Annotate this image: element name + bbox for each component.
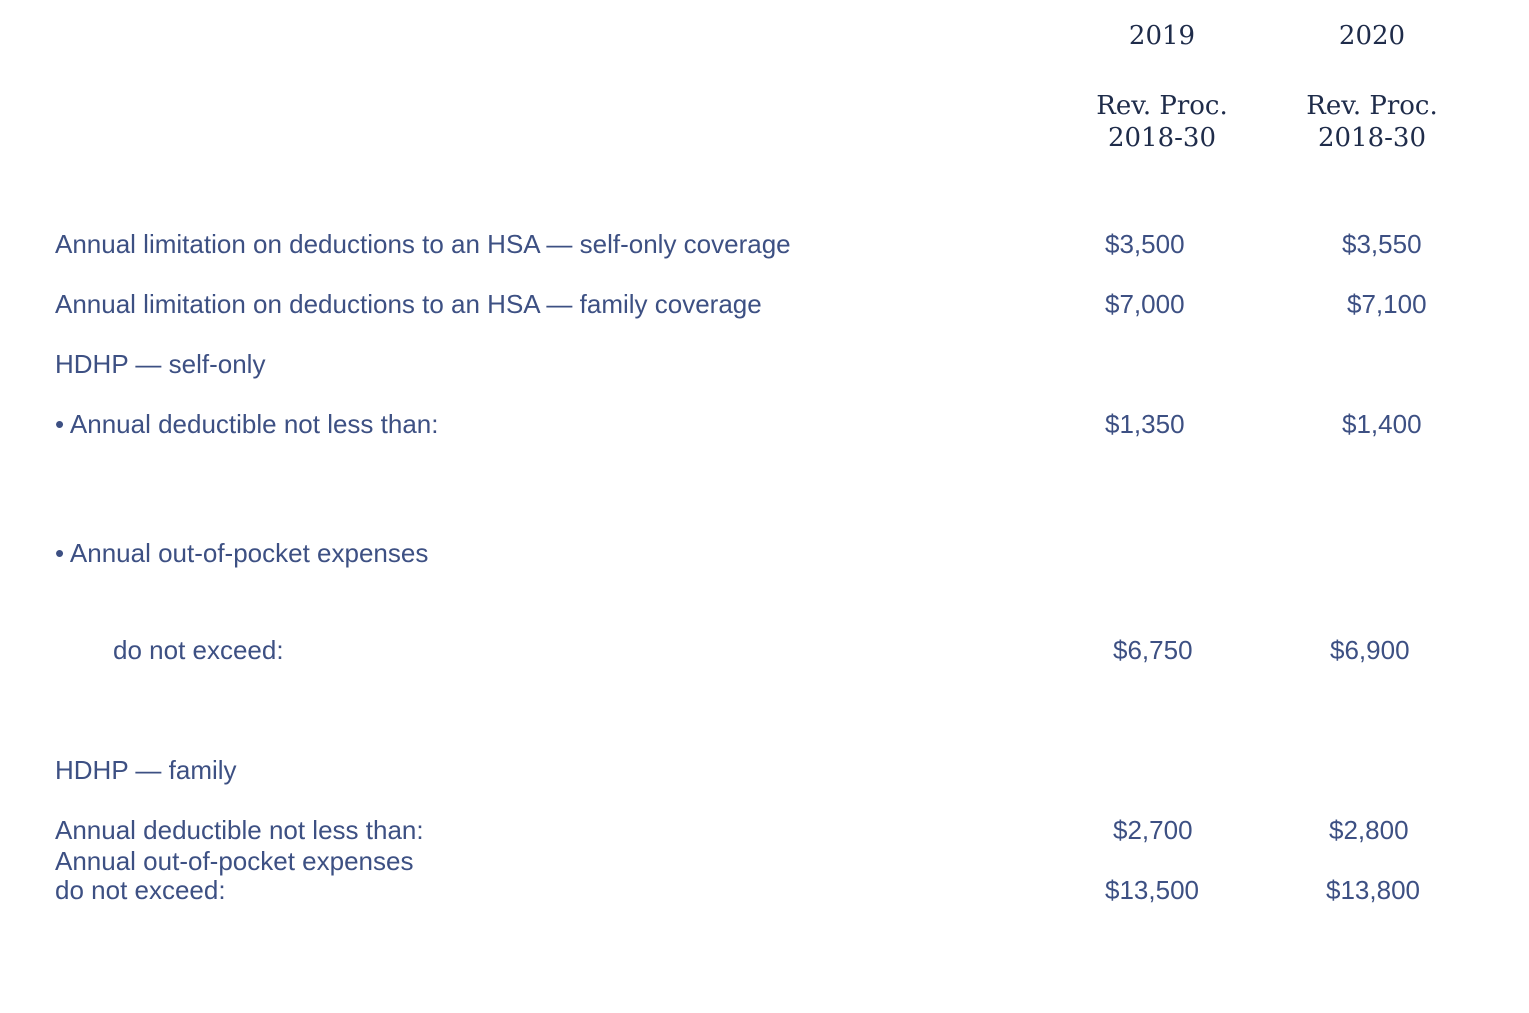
family-oop-continuation-label: do not exceed:	[55, 875, 226, 905]
self-only-oop-2020-value: $6,900	[1330, 635, 1410, 665]
family-deductible-2019-value: $2,700	[1113, 815, 1193, 845]
self-only-deductible-2019-value: $1,350	[1105, 409, 1185, 439]
family-oop-2020-value: $13,800	[1326, 875, 1420, 905]
source-2020-line2: 2018-30	[1317, 123, 1427, 153]
self-only-deductible-2020-value: $1,400	[1342, 409, 1422, 439]
hsa-family-label: Annual limitation on deductions to an HSA — family coverage	[55, 289, 762, 319]
family-oop-label: Annual out-of-pocket expenses	[55, 846, 414, 876]
source-2019-line1: Rev. Proc.	[1096, 91, 1228, 121]
year-2019-header: 2019	[1128, 21, 1196, 51]
family-deductible-label: Annual deductible not less than:	[55, 815, 424, 845]
family-oop-2019-value: $13,500	[1105, 875, 1199, 905]
hsa-family-2019-value: $7,000	[1105, 289, 1185, 319]
hsa-self-only-2020-value: $3,550	[1342, 229, 1422, 259]
source-2019-line2: 2018-30	[1107, 123, 1217, 153]
hdhp-family-heading: HDHP — family	[55, 755, 237, 785]
hdhp-self-only-heading: HDHP — self-only	[55, 349, 266, 379]
source-2020-header	[1292, 90, 1452, 154]
self-only-deductible-label: • Annual deductible not less than:	[55, 409, 439, 439]
year-2020-header: 2020	[1338, 21, 1406, 51]
family-deductible-2020-value: $2,800	[1329, 815, 1409, 845]
source-2019-header	[1082, 90, 1242, 154]
hsa-self-only-label: Annual limitation on deductions to an HSA — self-only coverage	[55, 229, 791, 259]
self-only-oop-label: • Annual out-of-pocket expenses	[55, 538, 429, 568]
hsa-self-only-2019-value: $3,500	[1105, 229, 1185, 259]
source-2020-line1: Rev. Proc.	[1306, 91, 1438, 121]
self-only-oop-2019-value: $6,750	[1113, 635, 1193, 665]
hsa-family-2020-value: $7,100	[1347, 289, 1427, 319]
self-only-oop-continuation-label: do not exceed:	[113, 635, 284, 665]
